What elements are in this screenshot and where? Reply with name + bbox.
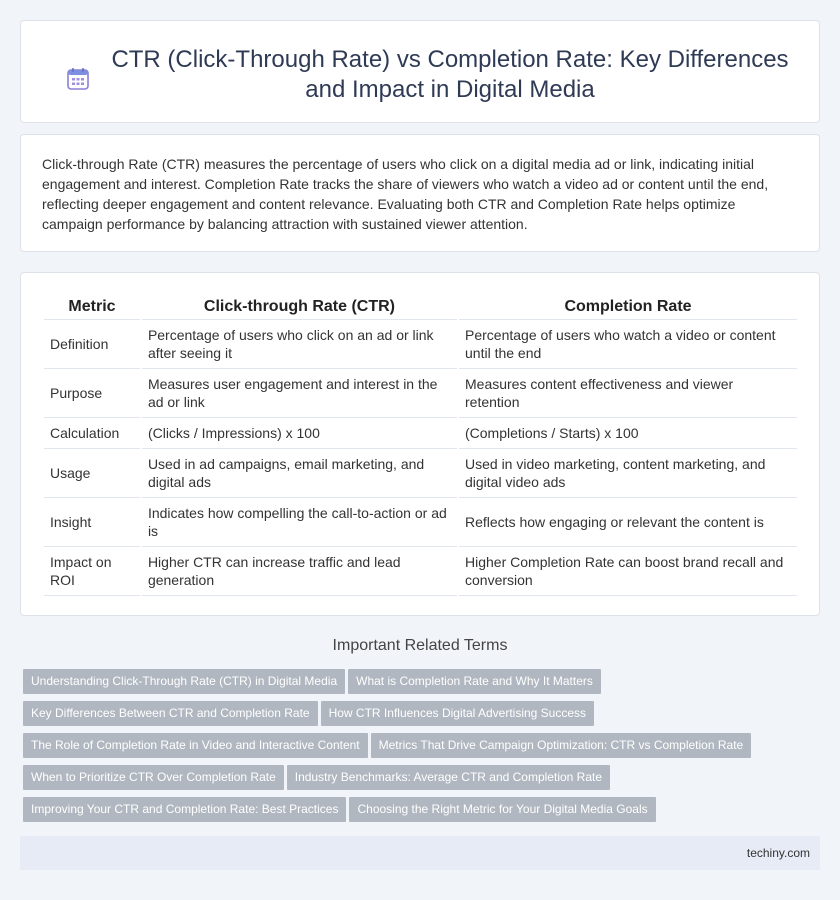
row-metric-cell: Impact on ROI: [44, 547, 140, 596]
row-ctr-cell: Used in ad campaigns, email marketing, and digital ads: [142, 449, 457, 498]
related-term-tag[interactable]: How CTR Influences Digital Advertising Success: [321, 701, 594, 726]
title-card: [20, 20, 820, 123]
related-term-tag[interactable]: Improving Your CTR and Completion Rate: Best Practices: [23, 797, 346, 822]
column-header-metric: Metric: [44, 294, 140, 320]
row-ctr-cell: Percentage of users who click on an ad or link after seeing it: [142, 320, 457, 369]
table-row: [44, 418, 797, 449]
row-completion-cell: Reflects how engaging or relevant the content is: [459, 498, 797, 547]
table-row: [44, 369, 797, 418]
row-metric-cell: Insight: [44, 498, 140, 547]
calendar-grid-icon: [67, 68, 89, 90]
table-row: [44, 320, 797, 369]
row-ctr-cell: Measures user engagement and interest in the ad or link: [142, 369, 457, 418]
related-term-tag[interactable]: Metrics That Drive Campaign Optimization: CTR vs Completion Rate: [371, 733, 752, 758]
footer-site-name: techiny.com: [746, 846, 810, 860]
row-completion-cell: (Completions / Starts) x 100: [459, 418, 797, 449]
row-ctr-cell: Higher CTR can increase traffic and lead generation: [142, 547, 457, 596]
column-header-ctr: Click-through Rate (CTR): [142, 294, 457, 320]
row-metric-cell: Usage: [44, 449, 140, 498]
related-terms-heading: Important Related Terms: [332, 637, 508, 654]
table-header-row: [44, 294, 797, 320]
related-term-tag[interactable]: The Role of Completion Rate in Video and Interactive Content: [23, 733, 368, 758]
intro-paragraph: Click-through Rate (CTR) measures the percentage of users who click on a digital media ad or link, indicating initial engagement and interest. Completion Rate tracks the share of viewers who watch a video ad or content until the end, reflecting deeper engagement and content relevance. Evaluating both CTR and Completion Rate helps optimize campaign performance by balancing attraction with sustained viewer attention.: [42, 156, 769, 232]
comparison-table-card: [20, 272, 820, 616]
row-ctr-cell: (Clicks / Impressions) x 100: [142, 418, 457, 449]
row-completion-cell: Percentage of users who watch a video or content until the end: [459, 320, 797, 369]
row-completion-cell: Measures content effectiveness and viewer retention: [459, 369, 797, 418]
related-term-tag[interactable]: When to Prioritize CTR Over Completion Rate: [23, 765, 284, 790]
related-term-tag[interactable]: Choosing the Right Metric for Your Digital Media Goals: [349, 797, 655, 822]
table-row: [44, 449, 797, 498]
related-terms-list: [23, 669, 823, 829]
page-title: CTR (Click-Through Rate) vs Completion Rate: Key Differences and Impact in Digital Media: [111, 46, 789, 103]
comparison-table: [42, 294, 799, 596]
table-row: [44, 547, 797, 596]
row-metric-cell: Definition: [44, 320, 140, 369]
related-term-tag[interactable]: Key Differences Between CTR and Completion Rate: [23, 701, 318, 726]
row-completion-cell: Higher Completion Rate can boost brand recall and conversion: [459, 547, 797, 596]
row-metric-cell: Calculation: [44, 418, 140, 449]
related-term-tag[interactable]: Industry Benchmarks: Average CTR and Completion Rate: [287, 765, 610, 790]
intro-card: [20, 134, 820, 252]
related-term-tag[interactable]: What is Completion Rate and Why It Matters: [348, 669, 601, 694]
footer: [20, 836, 820, 870]
row-completion-cell: Used in video marketing, content marketing, and digital video ads: [459, 449, 797, 498]
related-term-tag[interactable]: Understanding Click-Through Rate (CTR) in Digital Media: [23, 669, 345, 694]
column-header-completion-rate: Completion Rate: [459, 294, 797, 320]
table-row: [44, 498, 797, 547]
row-metric-cell: Purpose: [44, 369, 140, 418]
row-ctr-cell: Indicates how compelling the call-to-action or ad is: [142, 498, 457, 547]
